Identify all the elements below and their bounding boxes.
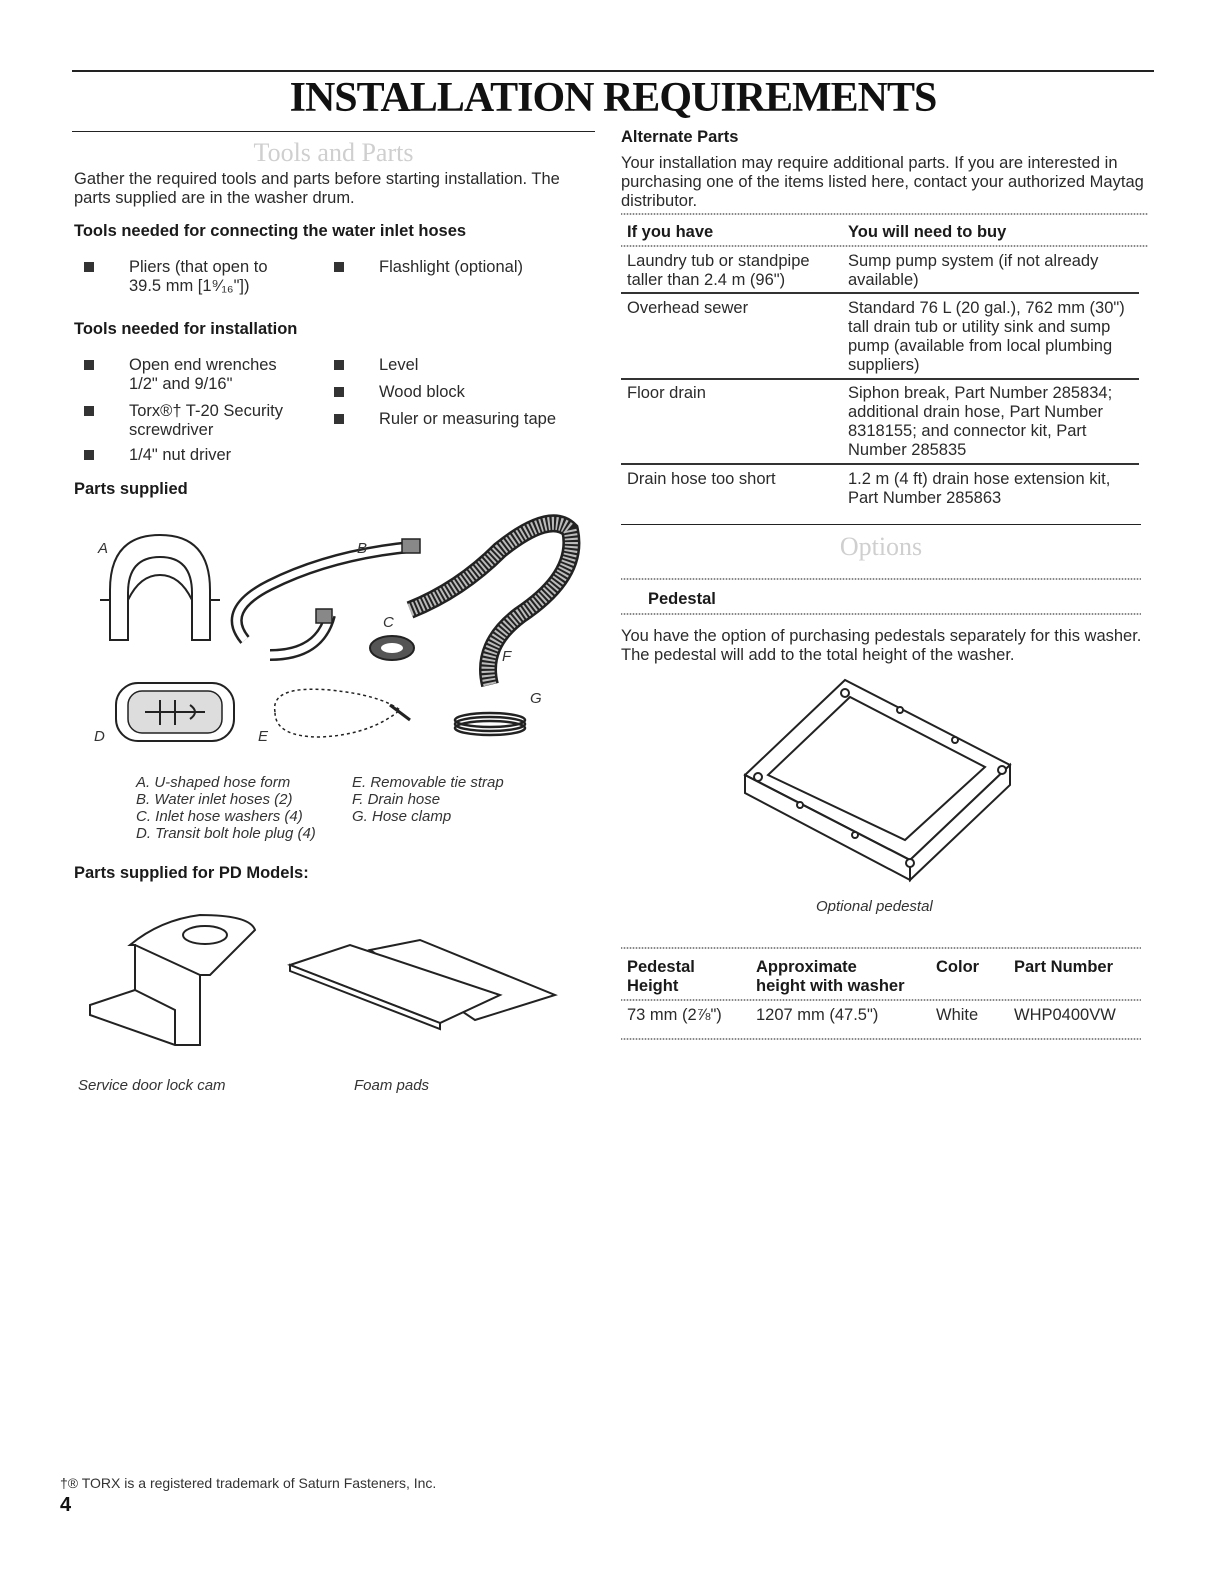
- table-rule: [621, 292, 1139, 294]
- table-cell-have: Drain hose too short: [627, 470, 776, 488]
- pd-parts-heading: Parts supplied for PD Models:: [74, 864, 309, 882]
- page-number: 4: [60, 1494, 72, 1516]
- pedestal-caption: Optional pedestal: [816, 898, 933, 915]
- table-cell-buy: 1.2 m (4 ft) drain hose extension kit, Part Number 285863: [848, 470, 1111, 507]
- part-letter: E: [258, 728, 269, 745]
- pedestal-icon: [745, 680, 1010, 880]
- legend-item: G. Hose clamp: [352, 808, 452, 825]
- tool-item: Flashlight (optional): [334, 258, 594, 278]
- tie-strap-icon: [275, 689, 410, 737]
- section-heading-tools-parts: Tools and Parts: [253, 138, 414, 167]
- hose-form-icon: [100, 535, 220, 640]
- hose-clamp-icon: [455, 713, 525, 735]
- part-letter: A: [98, 540, 109, 557]
- legend-item: E. Removable tie strap: [352, 774, 504, 791]
- section-rule: [72, 131, 595, 132]
- ped-col-header: Pedestal Height: [627, 958, 695, 995]
- tool-item: 1/4" nut driver: [84, 446, 324, 466]
- ped-table-cell: White: [936, 1006, 979, 1024]
- part-letter: B: [357, 540, 368, 557]
- table-cell-have: Laundry tub or standpipe taller than 2.4 m (96"): [627, 252, 810, 289]
- legend-item: F. Drain hose: [352, 791, 441, 808]
- ped-table-cell: WHP0400VW: [1014, 1006, 1116, 1024]
- alternate-intro: Your installation may require additional parts. If you are interested in purchasing one of the items listed here, contact your authorized Maytag distributor.: [621, 154, 1144, 210]
- legend-item: C. Inlet hose washers (4): [136, 808, 303, 825]
- section-rule: [621, 524, 1141, 525]
- tool-item: Open end wrenches 1/2" and 9/16": [84, 356, 324, 396]
- ped-col-header: Approximate height with washer: [756, 958, 905, 995]
- tool-item: Torx®† T-20 Security screwdriver: [84, 402, 324, 442]
- table-rule: [621, 613, 1141, 615]
- ped-table-cell: 1207 mm (47.5"): [756, 1006, 879, 1024]
- table-rule: [621, 1038, 1141, 1040]
- drain-hose-icon: [410, 523, 571, 685]
- table-cell-have: Overhead sewer: [627, 299, 749, 317]
- pedestal-illustration: [740, 675, 1020, 890]
- table-rule: [621, 947, 1141, 949]
- table-rule: [621, 245, 1148, 247]
- col-header-buy: You will need to buy: [848, 223, 1007, 241]
- part-letter: F: [502, 648, 512, 665]
- page-title: INSTALLATION REQUIREMENTS: [289, 75, 937, 121]
- bullet-icon: [334, 262, 344, 272]
- ped-table-cell: 73 mm (2⅞"): [627, 1006, 722, 1024]
- legend-item: D. Transit bolt hole plug (4): [136, 825, 316, 842]
- bullet-icon: [84, 450, 94, 460]
- legend-item: A. U-shaped hose form: [136, 774, 291, 791]
- section-heading-options: Options: [839, 532, 923, 561]
- legend-item: B. Water inlet hoses (2): [136, 791, 293, 808]
- table-cell-buy: Standard 76 L (20 gal.), 762 mm (30") tall drain tub or utility sink and sump pump (available from local plumbing suppliers): [848, 299, 1125, 374]
- bullet-icon: [334, 387, 344, 397]
- table-cell-have: Floor drain: [627, 384, 706, 402]
- foam-pads-icon: [290, 940, 555, 1029]
- pd-caption: Service door lock cam: [78, 1077, 226, 1094]
- part-letter: D: [94, 728, 105, 745]
- parts-illustration: [80, 505, 600, 750]
- bullet-icon: [84, 262, 94, 272]
- tool-item: Pliers (that open to 39.5 mm [1⁹⁄₁₆"]): [84, 258, 324, 298]
- bullet-icon: [334, 360, 344, 370]
- part-letter: C: [383, 614, 394, 631]
- table-rule: [621, 999, 1141, 1001]
- table-rule: [621, 578, 1141, 580]
- pedestal-text: You have the option of purchasing pedestals separately for this washer. The pedestal will add to the total height of the washer.: [621, 627, 1142, 664]
- ped-col-header: Part Number: [1014, 958, 1114, 976]
- door-lock-cam-icon: [90, 915, 255, 1045]
- install-tools-heading: Tools needed for installation: [74, 320, 298, 338]
- alternate-parts-heading: Alternate Parts: [621, 128, 739, 146]
- tools-intro: Gather the required tools and parts before starting installation. The parts supplied are in the washer drum.: [74, 170, 560, 207]
- table-cell-buy: Siphon break, Part Number 285834; additional drain hose, Part Number 8318155; and connector kit, Part Number 285835: [848, 384, 1113, 459]
- footnote: †® TORX is a registered trademark of Saturn Fasteners, Inc.: [60, 1475, 437, 1491]
- parts-supplied-heading: Parts supplied: [74, 480, 188, 498]
- bullet-icon: [334, 414, 344, 424]
- tool-item: Wood block: [334, 383, 594, 403]
- part-letter: G: [530, 690, 542, 707]
- bullet-icon: [84, 360, 94, 370]
- ped-col-header: Color: [936, 958, 980, 976]
- table-rule: [621, 378, 1139, 380]
- table-rule: [621, 463, 1139, 465]
- pd-parts-illustration: [80, 905, 570, 1055]
- col-header-have: If you have: [627, 223, 714, 241]
- table-rule: [621, 213, 1148, 215]
- parts-legend-left: [136, 774, 316, 842]
- pedestal-heading: Pedestal: [648, 590, 716, 608]
- pd-caption: Foam pads: [354, 1077, 430, 1094]
- table-cell-buy: Sump pump system (if not already available): [848, 252, 1099, 289]
- washer-icon: [370, 636, 414, 660]
- bullet-icon: [84, 406, 94, 416]
- title-top-rule: [72, 70, 1154, 72]
- transit-plug-icon: [116, 683, 234, 741]
- tool-item: Level: [334, 356, 594, 376]
- parts-legend-right: [352, 774, 504, 825]
- hoses-tools-heading: Tools needed for connecting the water inlet hoses: [74, 222, 467, 240]
- tool-item: Ruler or measuring tape: [334, 410, 594, 430]
